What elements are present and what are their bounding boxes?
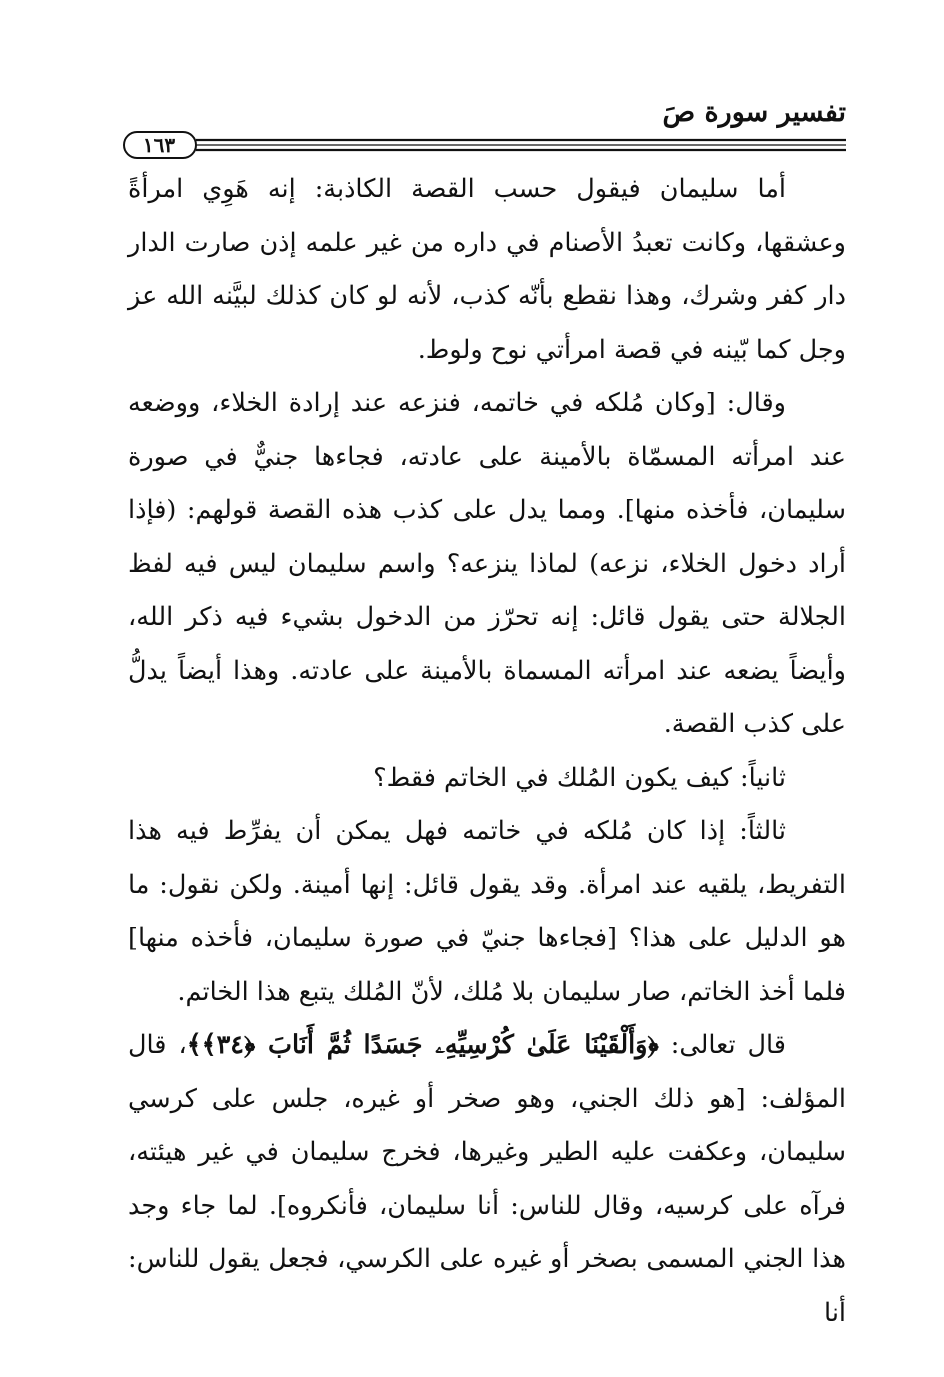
quran-verse: ﴿وَأَلْقَيْنَا عَلَىٰ كُرْسِيِّهِۦ جَسَدًا ثُمَّ أَنَابَ ﴿٣٤﴾﴾ [186, 1030, 659, 1060]
paragraph-2: وقال: [وكان مُلكه في خاتمه، فنزعه عند إرادة الخلاء، ووضعه عند امرأته المسمّاة بالأمينة على عادته، فجاءها جنيٌّ في صورة سليمان، فأخذه منها]. ومما يدل على كذب هذه القصة قولهم: (فإذا أراد دخول الخلاء، نزعه) لماذا ينزعه؟ واسم سليمان ليس فيه لفظ الجلالة حتى يقول قائل: إنه تحرّز من الدخول بشيء فيه ذكر الله، وأيضاً يضعه عند امرأته المسماة بالأمينة على عادته. وهذا أيضاً يدلُّ على كذب القصة. [128, 388, 846, 739]
header-rule-with-page-frame [118, 130, 846, 160]
paragraph-4: ثالثاً: إذا كان مُلكه في خاتمه فهل يمكن أن يفرِّط فيه هذا التفريط، يلقيه عند امرأة. وقد يقول قائل: إنها أمينة. ولكن نقول: ما هو الدليل على هذا؟ [فجاءها جنيّ في صورة سليمان، فأخذه منها] فلما أخذ الخاتم، صار سليمان بلا مُلك، لأنّ المُلك يتبع هذا الخاتم. [128, 816, 846, 1007]
paragraph-1: أما سليمان فيقول حسب القصة الكاذبة: إنه هَوِي امرأةً وعشقها، وكانت تعبدُ الأصنام في داره من غير علمه إذن صارت الدار دار كفر وشرك، وهذا نقطع بأنّه كذب، لأنه لو كان كذلك لبيَّنه الله عز وجل كما بّينه في قصة امرأتي نوح ولوط. [128, 174, 846, 365]
verse-intro: قال تعالى: [658, 1030, 787, 1060]
body-text [128, 163, 846, 1340]
running-title: تفسير سورة صَ [662, 97, 846, 128]
page-header [118, 96, 846, 160]
paragraph-3: ثانياً: كيف يكون المُلك في الخاتم فقط؟ [373, 762, 786, 793]
paragraph-5 [128, 1019, 846, 1340]
page-number: ١٦٣ [142, 133, 176, 157]
paragraph-5-rest: ، قال المؤلف: [هو ذلك الجني، وهو صخر أو غيره، جلس على كرسي سليمان، وعكفت عليه الطير وغيرها، فخرج سليمان في غير هيئته، فرآه على كرسيه، وقال للناس: أنا سليمان، فأنكروه]. لما جاء وجد هذا الجني المسمى بصخر أو غيره على الكرسي، فجعل يقول للناس: أنا [128, 1030, 846, 1328]
